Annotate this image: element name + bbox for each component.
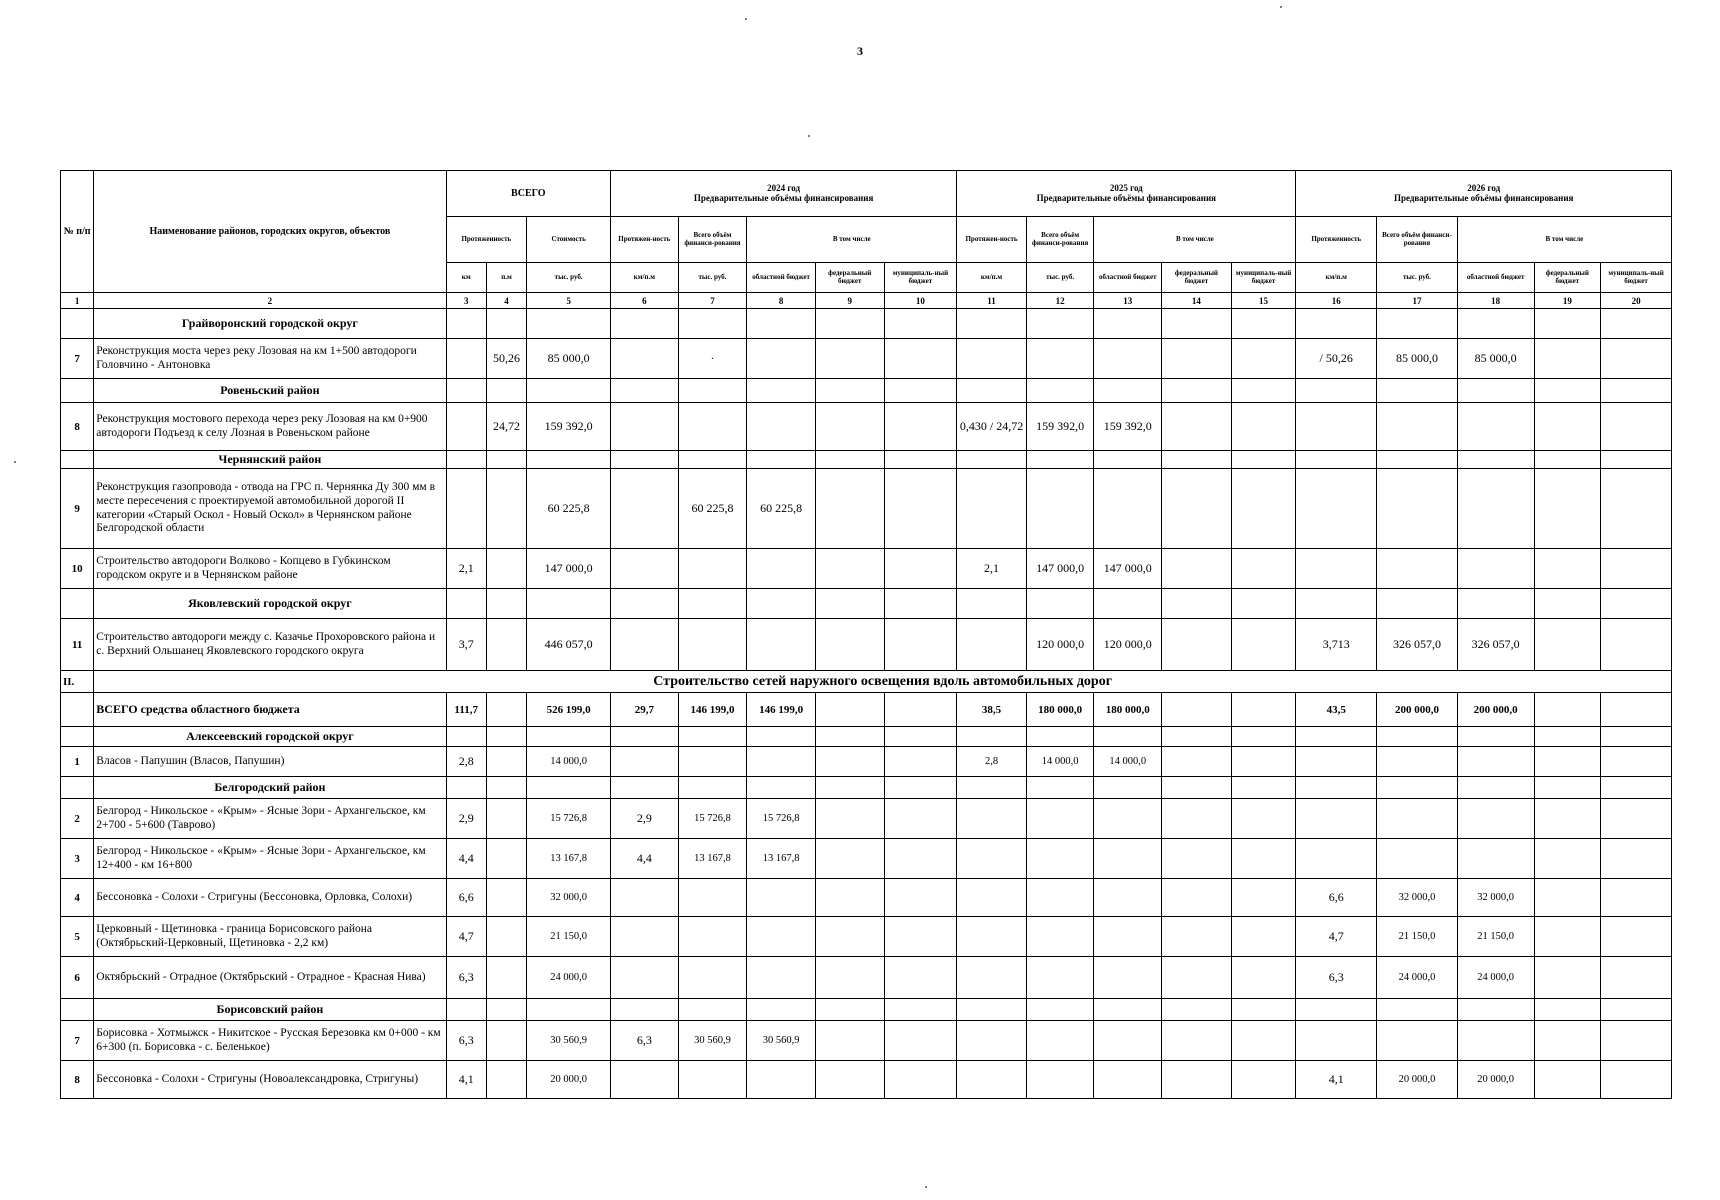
length-2025: 38,5 (957, 693, 1027, 727)
col-index: 4 (486, 293, 526, 309)
including-2026-header: В том числе (1457, 217, 1671, 263)
prelim-2025-label: Предварительные объёмы финансирования (1036, 192, 1216, 203)
length-km: 2,1 (446, 549, 486, 589)
municipal-budget-header: муниципаль-ный бюджет (1231, 263, 1296, 293)
row-number: 8 (61, 1061, 94, 1099)
row-number: 3 (61, 839, 94, 879)
col-index: 10 (884, 293, 957, 309)
col-index: 13 (1094, 293, 1162, 309)
scan-speck (14, 461, 16, 463)
regional-2024: 15 726,8 (747, 799, 816, 839)
regional-budget-header: областной бюджет (747, 263, 816, 293)
year-2026-header (1296, 171, 1672, 217)
length-2026: 6,3 (1296, 957, 1377, 999)
table-row (61, 917, 1672, 957)
table-row (61, 619, 1672, 671)
scan-speck (745, 18, 747, 20)
table-row (61, 839, 1672, 879)
total-2026: 24 000,0 (1377, 957, 1458, 999)
length-pm: 24,72 (486, 403, 526, 451)
unit-kmpm: км/п.м (957, 263, 1027, 293)
unit-rub: тыс. руб. (1026, 263, 1094, 293)
regional-2026: 200 000,0 (1457, 693, 1534, 727)
regional-budget-header: областной бюджет (1457, 263, 1534, 293)
regional-2026: 21 150,0 (1457, 917, 1534, 957)
regional-2024: 30 560,9 (747, 1021, 816, 1061)
length-2024-header: Протяжен-ность (611, 217, 679, 263)
table-row (61, 957, 1672, 999)
prelim-2026-label: Предварительные объёмы финансирования (1393, 192, 1574, 203)
object-name: Церковный - Щетиновка - граница Борисовского района (Октябрьский-Церковный, Щетиновка - 2,2 км) (94, 917, 446, 957)
row-number: 2 (61, 799, 94, 839)
unit-km: км (446, 263, 486, 293)
length-km: 2,9 (446, 799, 486, 839)
object-name: Белгород - Никольское - «Крым» - Ясные Зори - Архангельское, км 2+700 - 5+600 (Таврово) (94, 799, 446, 839)
col-index: 20 (1601, 293, 1672, 309)
length-2024: 6,3 (611, 1021, 679, 1061)
total-2025: 180 000,0 (1026, 693, 1094, 727)
table-row (61, 339, 1672, 379)
row-number: 7 (61, 1021, 94, 1061)
row-number: 7 (61, 339, 94, 379)
section-heading: Грайворонский городской округ (94, 309, 446, 339)
length-km: 3,7 (446, 619, 486, 671)
length-2024: 29,7 (611, 693, 679, 727)
total-header: ВСЕГО (446, 171, 611, 217)
col-index: 11 (957, 293, 1027, 309)
total-2026: 326 057,0 (1377, 619, 1458, 671)
municipal-budget-header: муниципаль-ный бюджет (884, 263, 957, 293)
cost: 159 392,0 (527, 403, 611, 451)
total-2026: 20 000,0 (1377, 1061, 1458, 1099)
cost: 20 000,0 (527, 1061, 611, 1099)
regional-2024: 146 199,0 (747, 693, 816, 727)
unit-pm: п.м (486, 263, 526, 293)
section-heading: Алексеевский городской округ (94, 727, 446, 747)
section-title: Строительство сетей наружного освещения вдоль автомобильных дорог (94, 671, 1672, 693)
prelim-2024-label: Предварительные объёмы финансирования (693, 192, 874, 203)
total-2024: 30 560,9 (678, 1021, 747, 1061)
regional-2025: 14 000,0 (1094, 747, 1162, 777)
regional-2025: 180 000,0 (1094, 693, 1162, 727)
cost: 21 150,0 (527, 917, 611, 957)
total-label: ВСЕГО средства областного бюджета (94, 693, 446, 727)
total-2026: 85 000,0 (1377, 339, 1458, 379)
row-number: 5 (61, 917, 94, 957)
regional-2026: 32 000,0 (1457, 879, 1534, 917)
object-name: Власов - Папушин (Власов, Папушин) (94, 747, 446, 777)
regional-budget-header: областной бюджет (1094, 263, 1162, 293)
year-2026-label: 2026 год (1467, 182, 1501, 193)
length-km: 6,3 (446, 1021, 486, 1061)
length-pm: 50,26 (486, 339, 526, 379)
regional-2025: 120 000,0 (1094, 619, 1162, 671)
scan-speck (1280, 6, 1282, 8)
col-number-header: № п/п (61, 171, 94, 293)
col-index: 12 (1026, 293, 1094, 309)
scan-speck (808, 135, 810, 137)
cost: 526 199,0 (527, 693, 611, 727)
length-2025: 2,8 (957, 747, 1027, 777)
table-row (61, 799, 1672, 839)
total-2024: 13 167,8 (678, 839, 747, 879)
row-number: 1 (61, 747, 94, 777)
col-index: 18 (1457, 293, 1534, 309)
total-fin-2024-header: Всего объём финанси-рования (678, 217, 747, 263)
cost: 24 000,0 (527, 957, 611, 999)
table-row (61, 1021, 1672, 1061)
length-km: 4,7 (446, 917, 486, 957)
object-name: Бессоновка - Солохи - Стригуны (Бессоновка, Орловка, Солохи) (94, 879, 446, 917)
length-2024: 2,9 (611, 799, 679, 839)
regional-2026: 20 000,0 (1457, 1061, 1534, 1099)
row-number: 9 (61, 469, 94, 549)
object-name: Реконструкция моста через реку Лозовая на км 1+500 автодороги Головчино - Антоновка (94, 339, 446, 379)
col-index: 3 (446, 293, 486, 309)
federal-budget-header: федеральный бюджет (815, 263, 884, 293)
cost: 446 057,0 (527, 619, 611, 671)
table-row (61, 879, 1672, 917)
object-name: Бессоновка - Солохи - Стригуны (Новоалександровка, Стригуны) (94, 1061, 446, 1099)
row-number: 4 (61, 879, 94, 917)
section-heading: Ровеньский район (94, 379, 446, 403)
col-index: 16 (1296, 293, 1377, 309)
section-heading: Чернянский район (94, 451, 446, 469)
year-2024-label: 2024 год (767, 182, 801, 193)
object-name: Реконструкция газопровода - отвода на ГРС п. Чернянка Ду 300 мм в месте пересечения с проектируемой автомобильной дорогой II категории «Старый Оскол - Новый Оскол» в Чернянском районе Белгородской области (94, 469, 446, 549)
regional-2025: 159 392,0 (1094, 403, 1162, 451)
col-index: 5 (527, 293, 611, 309)
col-index: 9 (815, 293, 884, 309)
total-2025: 147 000,0 (1026, 549, 1094, 589)
cost: 32 000,0 (527, 879, 611, 917)
regional-2026: 24 000,0 (1457, 957, 1534, 999)
cost: 13 167,8 (527, 839, 611, 879)
cost: 85 000,0 (527, 339, 611, 379)
table-row (61, 403, 1672, 451)
length-header: Протяженность (446, 217, 527, 263)
length-2025-header: Протяжен-ность (957, 217, 1027, 263)
cost: 15 726,8 (527, 799, 611, 839)
regional-2026: 85 000,0 (1457, 339, 1534, 379)
including-2024-header: В том числе (747, 217, 957, 263)
table-row (61, 469, 1672, 549)
length-2026: 4,7 (1296, 917, 1377, 957)
total-2026: 200 000,0 (1377, 693, 1458, 727)
col-index: 14 (1162, 293, 1232, 309)
total-2025: 159 392,0 (1026, 403, 1094, 451)
total-2024: 15 726,8 (678, 799, 747, 839)
total-2024: 60 225,8 (678, 469, 747, 549)
length-2025: 0,430 / 24,72 (957, 403, 1027, 451)
unit-rub: тыс. руб. (527, 263, 611, 293)
regional-2026: 326 057,0 (1457, 619, 1534, 671)
federal-budget-header: федеральный бюджет (1162, 263, 1232, 293)
col-index: 2 (94, 293, 446, 309)
col-name-header: Наименование районов, городских округов, объектов (94, 171, 446, 293)
length-2025: 2,1 (957, 549, 1027, 589)
length-2024: 4,4 (611, 839, 679, 879)
row-number: 8 (61, 403, 94, 451)
scan-speck (925, 1186, 927, 1188)
unit-kmpm: км/п.м (1296, 263, 1377, 293)
length-km: 6,3 (446, 957, 486, 999)
length-2026: / 50,26 (1296, 339, 1377, 379)
section-heading: Борисовский район (94, 999, 446, 1021)
section-heading: Яковлевский городской округ (94, 589, 446, 619)
total-2025: 14 000,0 (1026, 747, 1094, 777)
object-name: Строительство автодороги между с. Казачье Прохоровского района и с. Верхний Ольшанец Яковлевского городского округа (94, 619, 446, 671)
length-2026: 6,6 (1296, 879, 1377, 917)
total-fin-2025-header: Всего объём финанси-рования (1026, 217, 1094, 263)
unit-rub: тыс. руб. (1377, 263, 1458, 293)
object-name: Строительство автодороги Волково - Копцево в Губкинском городском округе и в Чернянском районе (94, 549, 446, 589)
col-index: 6 (611, 293, 679, 309)
length-km: 4,4 (446, 839, 486, 879)
total-row (61, 693, 1672, 727)
length-km: 111,7 (446, 693, 486, 727)
total-fin-2026-header: Всего объём финанси-рования (1377, 217, 1458, 263)
total-2026: 21 150,0 (1377, 917, 1458, 957)
unit-rub: тыс. руб. (678, 263, 747, 293)
col-index: 17 (1377, 293, 1458, 309)
length-km: 2,8 (446, 747, 486, 777)
row-number: 11 (61, 619, 94, 671)
total-2024: 146 199,0 (678, 693, 747, 727)
cost: 14 000,0 (527, 747, 611, 777)
mark-dot: · (678, 339, 747, 379)
table-row (61, 747, 1672, 777)
object-name: Октябрьский - Отрадное (Октябрьский - Отрадное - Красная Нива) (94, 957, 446, 999)
cost: 147 000,0 (527, 549, 611, 589)
regional-2025: 147 000,0 (1094, 549, 1162, 589)
federal-budget-header: федеральный бюджет (1534, 263, 1601, 293)
unit-kmpm: км/п.м (611, 263, 679, 293)
object-name: Реконструкция мостового перехода через реку Лозовая на км 0+900 автодороги Подъезд к селу Лозная в Ровеньском районе (94, 403, 446, 451)
regional-2024: 13 167,8 (747, 839, 816, 879)
year-2025-header (957, 171, 1296, 217)
col-index: 19 (1534, 293, 1601, 309)
col-index: 1 (61, 293, 94, 309)
cost: 30 560,9 (527, 1021, 611, 1061)
length-km: 4,1 (446, 1061, 486, 1099)
col-index: 15 (1231, 293, 1296, 309)
length-2026: 3,713 (1296, 619, 1377, 671)
year-2024-header (611, 171, 957, 217)
row-number: 10 (61, 549, 94, 589)
cost: 60 225,8 (527, 469, 611, 549)
regional-2024: 60 225,8 (747, 469, 816, 549)
cost-header: Стоимость (527, 217, 611, 263)
section-heading: Белгородский район (94, 777, 446, 799)
length-2026-header: Протяженность (1296, 217, 1377, 263)
length-2026: 43,5 (1296, 693, 1377, 727)
page-number: 3 (857, 44, 863, 58)
object-name: Борисовка - Хотмыжск - Никитское - Русская Березовка км 0+000 - км 6+300 (п. Борисовка - с. Беленькое) (94, 1021, 446, 1061)
year-2025-label: 2025 год (1109, 182, 1143, 193)
section-number: II. (61, 671, 94, 693)
total-2025: 120 000,0 (1026, 619, 1094, 671)
row-number: 6 (61, 957, 94, 999)
total-2026: 32 000,0 (1377, 879, 1458, 917)
length-2026: 4,1 (1296, 1061, 1377, 1099)
length-km: 6,6 (446, 879, 486, 917)
col-index: 8 (747, 293, 816, 309)
financing-table (60, 170, 1672, 1099)
table-row (61, 1061, 1672, 1099)
municipal-budget-header: муниципаль-ный бюджет (1601, 263, 1672, 293)
col-index: 7 (678, 293, 747, 309)
object-name: Белгород - Никольское - «Крым» - Ясные Зори - Архангельское, км 12+400 - км 16+800 (94, 839, 446, 879)
table-row (61, 549, 1672, 589)
including-2025-header: В том числе (1094, 217, 1296, 263)
